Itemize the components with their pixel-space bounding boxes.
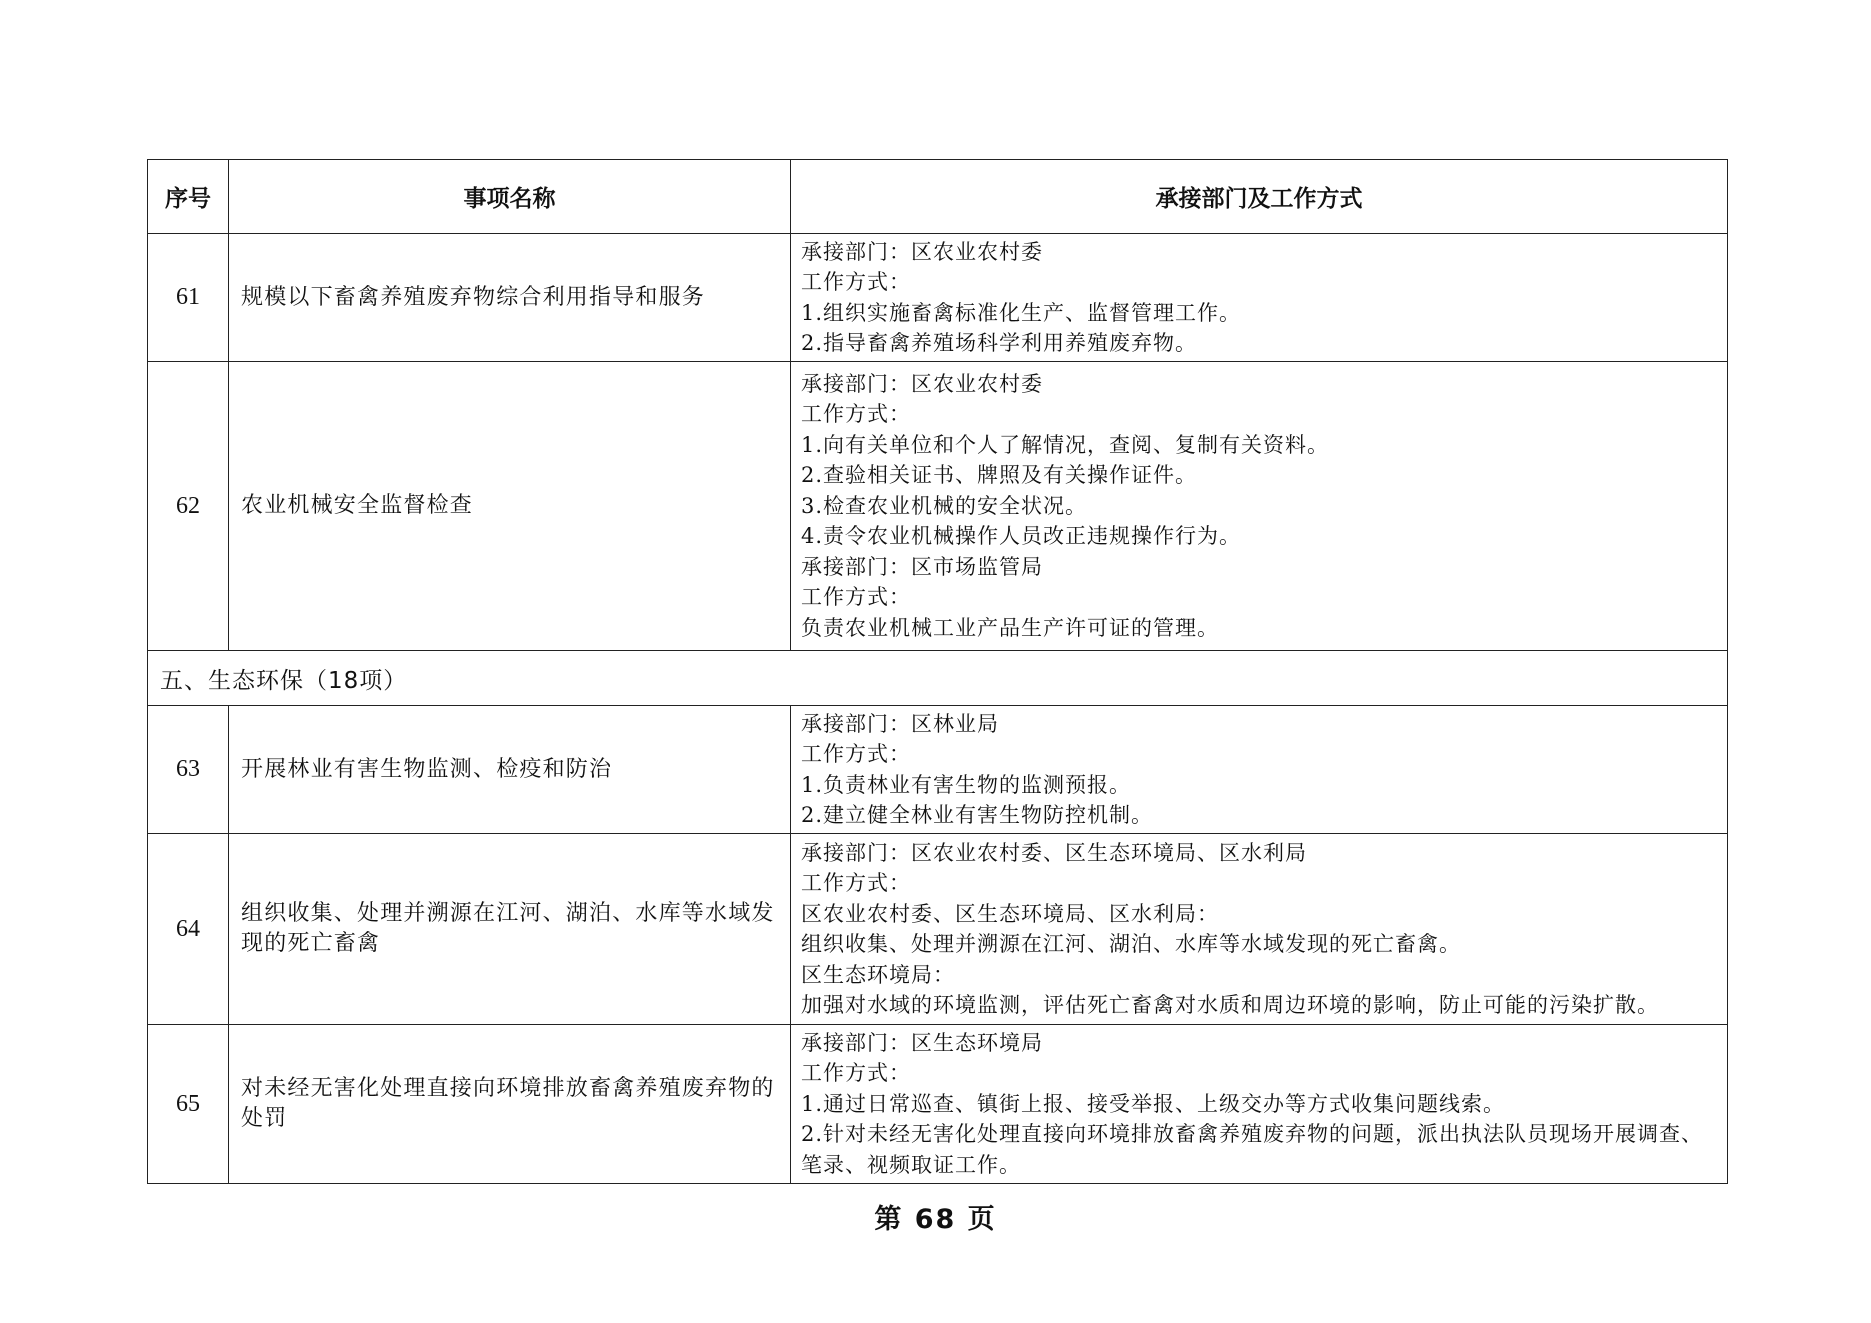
- table-header: [148, 160, 1728, 234]
- row-number: 62: [148, 362, 229, 651]
- work-line: 承接部门：区生态环境局: [801, 1030, 1043, 1055]
- work-line: 组织收集、处理并溯源在江河、湖泊、水库等水域发现的死亡畜禽。: [801, 932, 1461, 956]
- header-name: 事项名称: [229, 160, 791, 234]
- content-table: [147, 159, 1728, 1184]
- item-name: 组织收集、处理并溯源在江河、湖泊、水库等水域发现的死亡畜禽: [229, 834, 791, 1025]
- work-line: 1.负责林业有害生物的监测预报。: [801, 772, 1132, 797]
- work-line: 工作方式：: [801, 742, 911, 766]
- table-row: [148, 706, 1728, 834]
- header-num: 序号: [148, 160, 229, 234]
- work-line: 4.责令农业机械操作人员改正违规操作行为。: [801, 524, 1242, 549]
- department-and-method: [791, 234, 1728, 362]
- work-line: 承接部门：区农业农村委、区生态环境局、区水利局: [801, 840, 1307, 865]
- work-line: 承接部门：区市场监管局: [801, 554, 1043, 579]
- work-line: 2.针对未经无害化处理直接向环境排放畜禽养殖废弃物的问题，派出执法队员现场开展调查、笔录、视频取证工作。: [801, 1122, 1704, 1177]
- item-name: 对未经无害化处理直接向环境排放畜禽养殖废弃物的处罚: [229, 1025, 791, 1184]
- work-line: 工作方式：: [801, 270, 911, 294]
- work-line: 加强对水域的环境监测，评估死亡畜禽对水质和周边环境的影响，防止可能的污染扩散。: [801, 993, 1659, 1017]
- department-and-method: [791, 1025, 1728, 1184]
- work-line: 3.检查农业机械的安全状况。: [801, 493, 1088, 518]
- department-and-method: [791, 362, 1728, 651]
- row-number: 65: [148, 1025, 229, 1184]
- item-name: 开展林业有害生物监测、检疫和防治: [229, 706, 791, 834]
- work-line: 2.指导畜禽养殖场科学利用养殖废弃物。: [801, 331, 1198, 355]
- table-row: [148, 234, 1728, 362]
- work-line: 承接部门：区农业农村委: [801, 371, 1043, 396]
- work-line: 区生态环境局：: [801, 962, 955, 987]
- row-number: 64: [148, 834, 229, 1025]
- item-name: 规模以下畜禽养殖废弃物综合利用指导和服务: [229, 234, 791, 362]
- work-line: 1.通过日常巡查、镇街上报、接受举报、上级交办等方式收集问题线索。: [801, 1091, 1506, 1116]
- work-line: 负责农业机械工业产品生产许可证的管理。: [801, 615, 1219, 640]
- work-line: 工作方式：: [801, 871, 911, 895]
- work-line: 工作方式：: [801, 585, 911, 610]
- page-number: 第 68 页: [874, 1204, 997, 1235]
- work-line: 承接部门：区农业农村委: [801, 239, 1043, 264]
- work-line: 2.查验相关证书、牌照及有关操作证件。: [801, 463, 1198, 488]
- work-line: 承接部门：区林业局: [801, 711, 999, 736]
- table-body: [148, 234, 1728, 1184]
- work-line: 工作方式：: [801, 1061, 911, 1086]
- section-title: 五、生态环保（18项）: [148, 651, 1728, 706]
- section-row: [148, 651, 1728, 706]
- header-work: 承接部门及工作方式: [791, 160, 1728, 234]
- department-and-method: [791, 834, 1728, 1025]
- row-number: 63: [148, 706, 229, 834]
- item-name: 农业机械安全监督检查: [229, 362, 791, 651]
- work-line: 1.向有关单位和个人了解情况，查阅、复制有关资料。: [801, 432, 1330, 457]
- row-number: 61: [148, 234, 229, 362]
- table-row: [148, 362, 1728, 651]
- work-line: 2.建立健全林业有害生物防控机制。: [801, 803, 1154, 827]
- work-line: 1.组织实施畜禽标准化生产、监督管理工作。: [801, 300, 1242, 325]
- work-line: 区农业农村委、区生态环境局、区水利局：: [801, 901, 1219, 926]
- table-row: [148, 1025, 1728, 1184]
- table-row: [148, 834, 1728, 1025]
- work-line: 工作方式：: [801, 402, 911, 427]
- department-and-method: [791, 706, 1728, 834]
